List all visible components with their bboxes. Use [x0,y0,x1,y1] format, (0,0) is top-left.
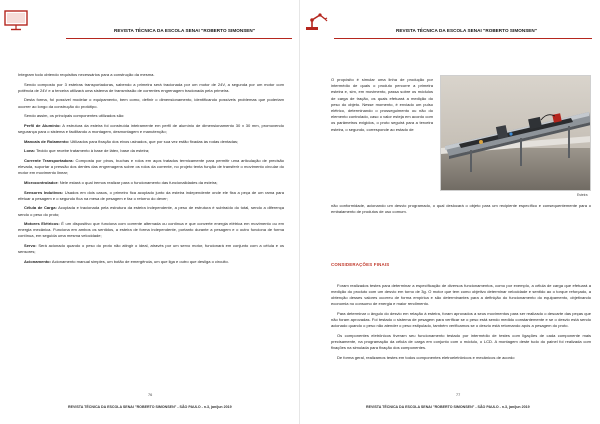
paragraph-text: A estrutura da esteira foi construída inteiramente em perfil de alumínio de dimensionamento 30 x 30 mm, promovendo segurança para o sistema e facilitando a montagem, desmontagem e manutenção; [18,122,284,135]
body-paragraph [18,123,284,135]
robot-arm-icon [304,10,330,32]
term-label: Acionamento: [24,258,51,264]
body-paragraph: Para determinar o ângulo do desvio em relação à esteira, foram aprovados a seus movimentos para ser realizado o descarte das peças que não foram aprovadas. Foi testado o sistema de pesagem para verificar se o peso está sendo medido constantemente e se o desvio está sendo acionado quando o peso não atender o peso estipulado, também verificamos se o desvio está retornando após a pesagem do proto. [331,310,591,329]
term-label: Lona: [24,148,36,154]
body-paragraph [18,82,284,94]
paragraph-text: É um dispositivo que funciona com corrente alternada ou contínua e que converte energia elétrica em movimento ou em energia mecânica. Funciona em ambos os sentidos, a esteira de forma independente, portanto durante a pesagem e o outro funciona de forma contínua, em seguida uma mesma velocidade; [18,221,284,239]
body-paragraph [18,180,284,186]
journal-title: REVISTA TÉCNICA DA ESCOLA SENAI "ROBERTO SIMONSEN" [396,28,538,33]
body-paragraph [18,139,284,145]
body-paragraph [18,148,284,154]
paragraph-text: Sendo composto por 3 esteiras transportadoras, sabendo a primeira será tracionada por um motor de 24V, a segunda por um motor com potência de 24V e a terceira utilizará uma sistema de transmissão de correntes engrenagem tracionada pela primeira. [18,81,284,93]
body-paragraph: De forma geral, realizamos testes em todos componentes eletroeletrônicos e mecânicos de acordo [337,354,515,360]
page-header [0,8,299,42]
conveyor-photo [440,75,591,191]
intro-continuation: não conformidade, acionando um desvio programado, o qual deslocará o objeto para um recipiente específico e consequentemente para o embalamento de produtos de uso comum. [331,203,591,215]
body-paragraph [18,221,284,239]
paragraph-text: Tecido que recebe tratamento à base de látex, base da esteira; [35,148,150,154]
body-paragraph [18,72,284,78]
term-label: Motores Elétricos: [24,221,60,227]
body-paragraph [18,243,284,255]
term-label: Sensores Indutivos: [24,189,64,195]
section-title: CONSIDERAÇÕES FINAIS [331,262,390,267]
body-paragraph [18,259,284,265]
body-paragraph [18,97,284,109]
journal-title: REVISTA TÉCNICA DA ESCOLA SENAI "ROBERTO SIMONSEN" [114,28,256,33]
term-label: Servo: [24,243,37,249]
term-label: Mancais de Rolamento: [24,138,70,144]
conveyor-image [441,76,591,191]
paragraph-text: Integram todo obtendo requisitos necessários para a construção da mesma. [18,72,155,77]
conclusions-body [331,283,591,364]
photo-caption: Esteira [577,193,588,197]
page-number: 76 [148,393,153,397]
body-paragraph: Os componentes eletrônicos tiveram seu funcionamento testado por intermédio de testes com ligações de cada componente mais precisamente, na programação da célula de carga em conjunto com o módulo, o LCD. A montagem deste tudo do painel foi realizada com fixações na simulada para fixação dos componentes. [331,332,591,351]
body-paragraph: Foram realizados testes para determinar a especificação de diversos funcionamentos, como por exemplo, a célula de carga que efetuará a medição do produto com um desvio em torno de 3g. O motor que tem como objetivo determinar velocidade e sentido ao o torque reforçado, a obtenção desses valores ocorreu de forma empírica e são determinantes para a definição do funcionamento do equipamento, objetivando economia no consumo de energia e maior rendimento. [331,283,591,307]
paragraph-text: Acionamento manual simples, um botão de emergência, um que liga e outro que desliga o circuito. [50,258,229,264]
paragraph-text: Será acionado quando o peso do proto não atingir o ideal, através por um servo motor, funcionará em conjunto com a célula e os sensores; [18,243,284,255]
body-paragraph [18,190,284,202]
paragraph-text: Sendo assim, os principais componentes utilizados são: [24,113,125,119]
intro-paragraph: O propósito é simular uma linha de produção por intermédio de quais o produto percorre a primeira esteira e, sim, em movimento, passa sobre os módulos de carga de tração, os quais efetuará a medição do peso do objeto. Nesse momento, é enviado um pulso elétrico, determinando o prosseguimento ou não do elemento controlado, caso o valor esteja em acordo com os parâmetros exigidos, o proto seguirá para a terceira esteira, o segundo, corresponde ao estado de [331,77,433,132]
paragraph-text: Utilizados para fixação dos eixos usinados, que por sua vez estão fixadas às rodas dentadas; [69,138,239,144]
right-page [300,0,600,424]
header-divider [66,38,292,39]
term-label: Corrente Transportadora: [24,158,74,164]
header-divider [334,38,592,39]
body-paragraph [18,158,284,176]
page-number: 77 [456,393,461,397]
article-body [18,72,284,269]
page-header [300,8,600,42]
term-label: Perfil de Alumínio: [24,122,61,128]
page-footer: REVISTA TÉCNICA DA ESCOLA SENAI "ROBERTO SIMONSEN" - SÃO PAULO - n.3, jan/jun 2019 [366,405,530,409]
term-label: Microcontrolador: [24,179,59,185]
page-footer: REVISTA TÉCNICA DA ESCOLA SENAI "ROBERTO SIMONSEN" - SÃO PAULO - n.3, jan/jun 2019 [68,405,232,409]
paragraph-text: Desta forma, foi possível modelar o equipamento, bem como, definir o dimensionamento, identificando possíveis problemas que poderiam ocorrer ao longo da construção do protótipo. [18,97,284,109]
paragraph-text: Composta por pinos, buchas e rolos em aços tratados termicamente para permitir uma articulação de precisão elevada, suportar a pressão dos dentes das engrenagens sobre os rolos da corrente, no projeto tenta função de transferir o movimento circular do motor em movimento linear; [18,158,284,176]
term-label: Célula de Carga: [24,205,57,211]
paragraph-text: Nele estará o qual iremos realizar para o funcionamento das funcionalidades da esteira; [58,179,218,185]
body-paragraph [18,113,284,119]
monitor-icon [4,10,30,32]
body-paragraph [18,205,284,217]
paragraph-text: Acoplada e tracionada pela estrutura da esteira independente, a peso de estrutura é subtraído do total, sendo a diferença sendo o peso do proto; [18,205,284,217]
paragraph-text: Usados em dois casos, o primeiro fica acoplado junto da esteira independente onde ele fixa a peça de um rama para efetuar a pesagem e o segundo fica na mesa de pesagem e faz o retorno do dever; [18,189,284,201]
